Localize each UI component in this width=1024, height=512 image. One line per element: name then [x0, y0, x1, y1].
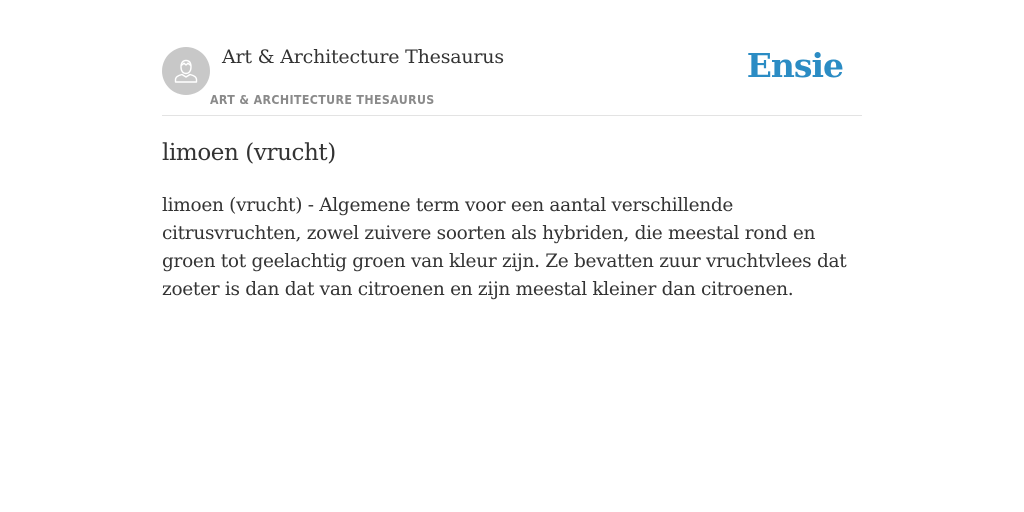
- source-subtitle: ART & ARCHITECTURE THESAURUS: [210, 93, 435, 107]
- ensie-logo[interactable]: Ensie: [746, 46, 843, 85]
- page-title: limoen (vrucht): [162, 140, 336, 166]
- user-icon: [171, 56, 201, 86]
- definition-text: limoen (vrucht) - Algemene term voor een aantal verschillende citrusvruchten, zowel zuivere soorten als hybriden, die meestal rond en groen tot geelachtig groen van kleur zijn. Ze bevatten zuur vruchtvlees dat zoeter is dan dat van citroenen en zijn meestal kleiner dan citroenen.: [162, 195, 847, 300]
- source-header: [162, 0, 862, 116]
- page-container: [162, 0, 862, 300]
- avatar[interactable]: [162, 47, 210, 95]
- source-title-link[interactable]: Art & Architecture Thesaurus: [222, 46, 504, 68]
